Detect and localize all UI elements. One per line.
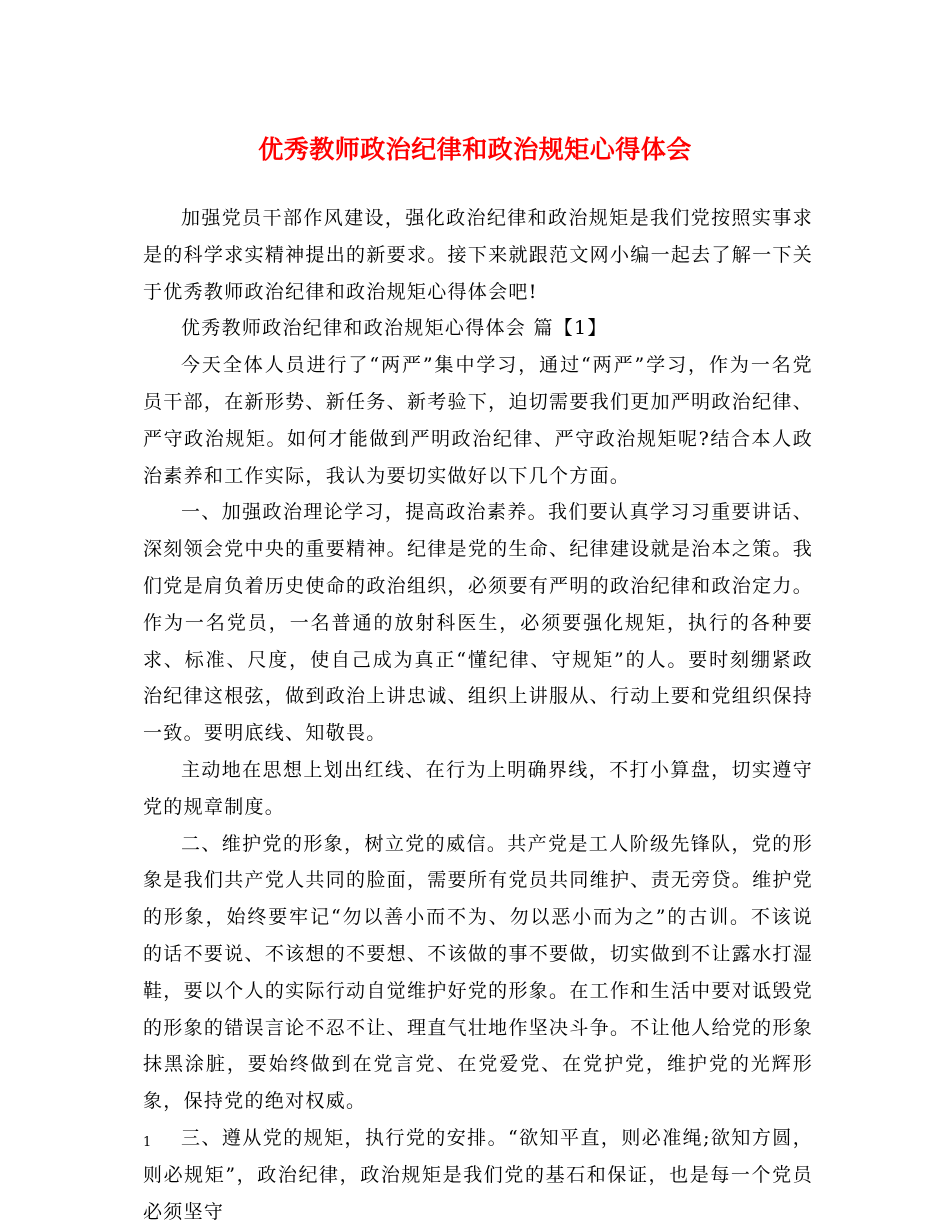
body-paragraph: 三、遵从党的规矩，执行党的安排。“欲知平直，则必准绳;欲知方圆，则必规矩”，政治纪律，政治规矩是我们党的基石和保证，也是每一个党员必须坚守	[143, 1126, 813, 1223]
intro-paragraph: 加强党员干部作风建设，强化政治纪律和政治规矩是我们党按照实事求是的科学求实精神提出的新要求。接下来就跟范文网小编一起去了解一下关于优秀教师政治纪律和政治规矩心得体会吧!	[143, 207, 813, 303]
body-paragraph: 二、维护党的形象，树立党的威信。共产党是工人阶级先锋队，党的形象是我们共产党人共同的脸面，需要所有党员共同维护、责无旁贷。维护党的形象，始终要牢记“勿以善小而不为、勿以恶小而为之”的古训。不该说的话不要说、不该想的不要想、不该做的事不要做，切实做到不让露水打湿鞋，要以个人的实际行动自觉维护好党的形象。在工作和生活中要对诋毁党的形象的错误言论不忍不让、理直气壮地作坚决斗争。不让他人给党的形象抹黑涂脏，要始终做到在党言党、在党爱党、在党护党，维护党的光辉形象，保持党的绝对权威。	[143, 832, 813, 1113]
body-paragraph: 一、加强政治理论学习，提高政治素养。我们要认真学习习重要讲话、深刻领会党中央的重要精神。纪律是党的生命、纪律建设就是治本之策。我们党是肩负着历史使命的政治组织，必须要有严明的政治纪律和政治定力。作为一名党员，一名普通的放射科医生，必须要强化规矩，执行的各种要求、标准、尺度，使自己成为真正“懂纪律、守规矩”的人。要时刻绷紧政治纪律这根弦，做到政治上讲忠诚、组织上讲服从、行动上要和党组织保持一致。要明底线、知敬畏。	[143, 501, 813, 745]
body-paragraph: 主动地在思想上划出红线、在行为上明确界线，不打小算盘，切实遵守党的规章制度。	[143, 758, 813, 818]
page-number: 1	[143, 1135, 152, 1150]
document-title: 优秀教师政治纪律和政治规矩心得体会	[258, 135, 692, 164]
body-paragraph: 今天全体人员进行了“两严”集中学习，通过“两严”学习，作为一名党员干部，在新形势、新任务、新考验下，迫切需要我们更加严明政治纪律、严守政治规矩。如何才能做到严明政治纪律、严守政治规矩呢?结合本人政治素养和工作实际，我认为要切实做好以下几个方面。	[143, 354, 813, 487]
section-heading: 优秀教师政治纪律和政治规矩心得体会 篇【1】	[181, 317, 608, 340]
document-body	[143, 200, 813, 1230]
